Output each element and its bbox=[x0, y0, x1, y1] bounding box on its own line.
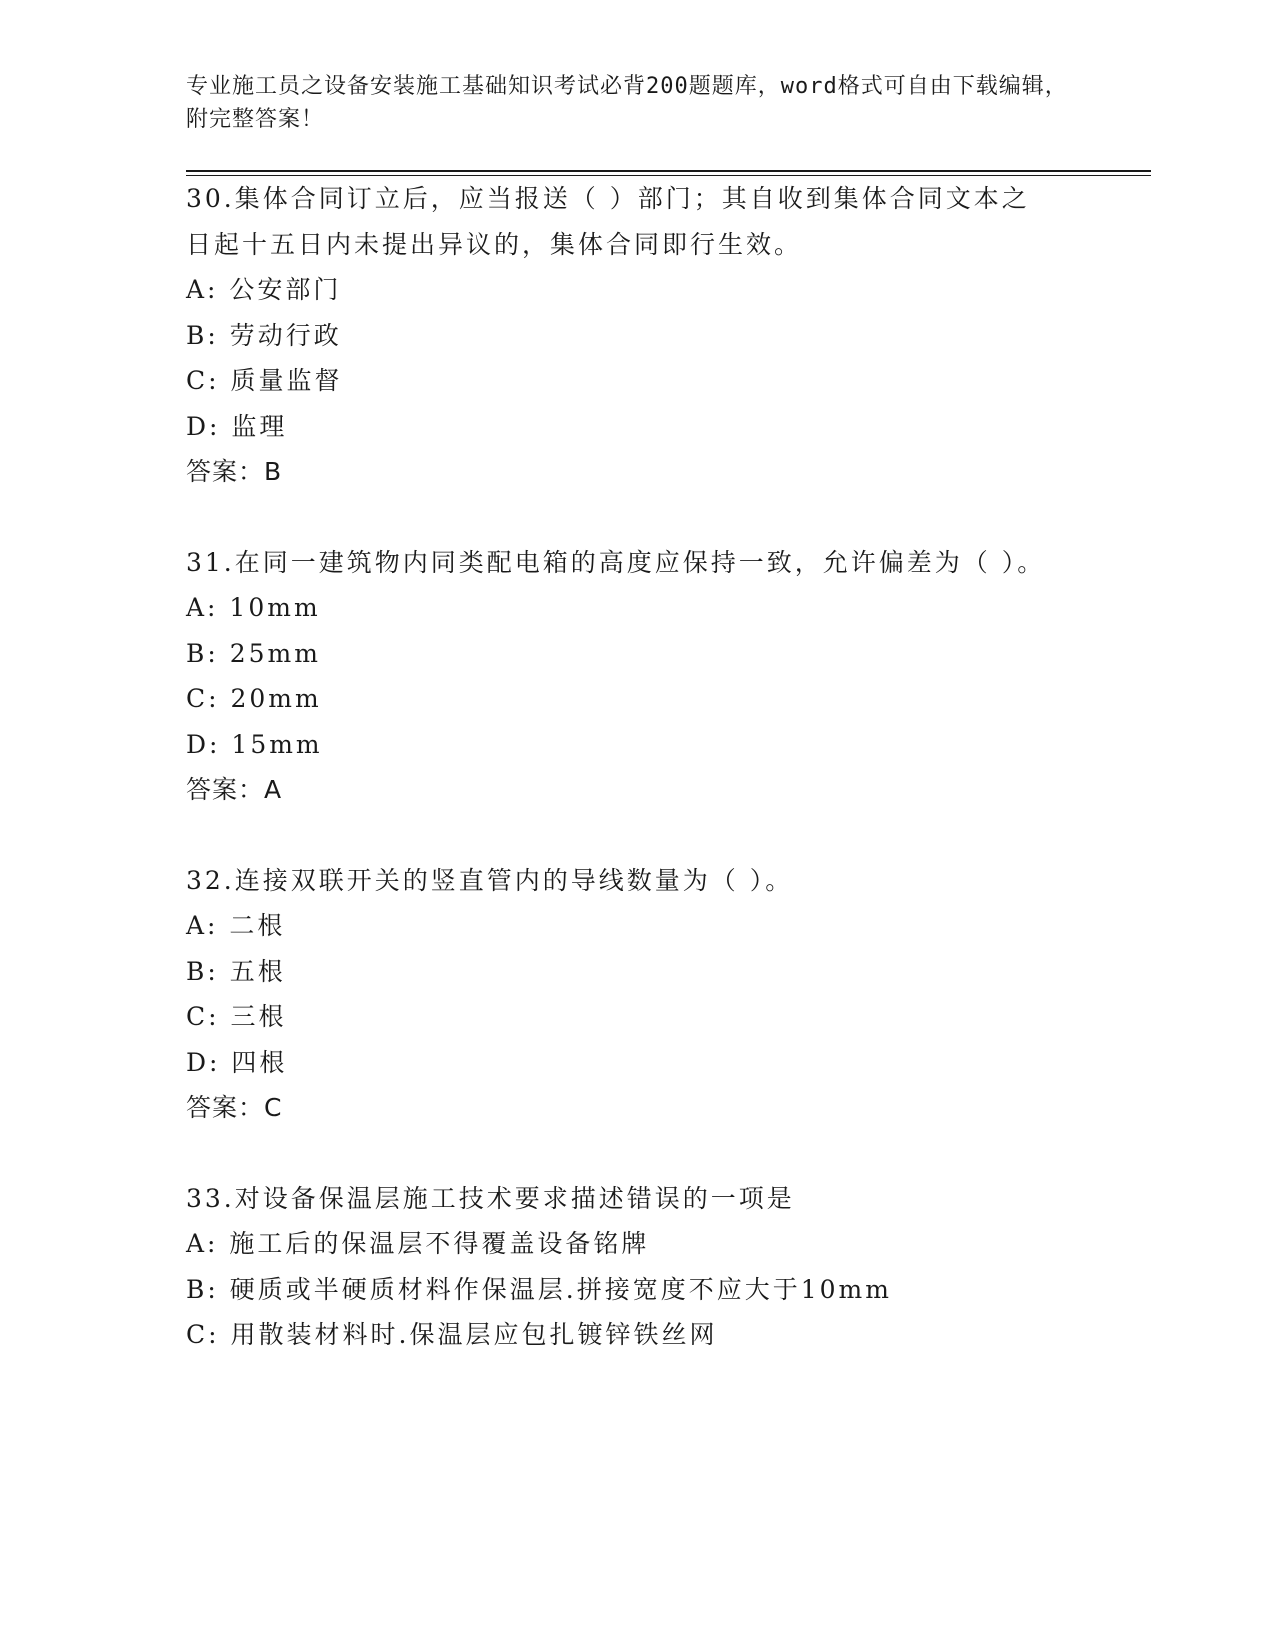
answer-label: 答案：B bbox=[186, 457, 283, 486]
option-a: A: 施工后的保温层不得覆盖设备铭牌 bbox=[186, 1229, 650, 1258]
answer-label: 答案：A bbox=[186, 775, 283, 804]
question-31 bbox=[186, 540, 1151, 813]
option-d: D: 四根 bbox=[186, 1047, 288, 1077]
option-c: C: 质量监督 bbox=[186, 366, 343, 395]
question-stem: 32.连接双联开关的竖直管内的导线数量为（ ）。 bbox=[186, 865, 794, 895]
option-c: C: 用散装材料时.保温层应包扎镀锌铁丝网 bbox=[186, 1320, 718, 1349]
option-a: A: 二根 bbox=[186, 911, 286, 940]
question-32 bbox=[186, 858, 1151, 1131]
question-stem: 33.对设备保温层施工技术要求描述错误的一项是 bbox=[186, 1183, 795, 1213]
option-d: D: 15mm bbox=[186, 729, 323, 759]
question-33 bbox=[186, 1176, 1151, 1358]
question-30 bbox=[186, 176, 1151, 495]
option-d: D: 监理 bbox=[186, 411, 288, 441]
option-c: C: 20mm bbox=[186, 684, 322, 713]
option-b: B: 硬质或半硬质材料作保温层.拼接宽度不应大于10mm bbox=[186, 1274, 892, 1304]
question-stem: 31.在同一建筑物内同类配电箱的高度应保持一致，允许偏差为（ ）。 bbox=[186, 547, 1046, 577]
option-a: A: 公安部门 bbox=[186, 275, 342, 304]
document-page bbox=[186, 70, 1151, 1403]
option-b: B: 五根 bbox=[186, 956, 286, 986]
option-b: B: 25mm bbox=[186, 638, 321, 668]
option-c: C: 三根 bbox=[186, 1002, 287, 1031]
option-a: A: 10mm bbox=[186, 593, 321, 622]
question-stem: 30.集体合同订立后，应当报送（ ）部门；其自收到集体合同文本之日起十五日内未提出异议的，集体合同即行生效。 bbox=[186, 184, 1030, 259]
answer-label: 答案：C bbox=[186, 1093, 283, 1122]
option-b: B: 劳动行政 bbox=[186, 320, 342, 350]
document-header-title: 专业施工员之设备安装施工基础知识考试必背200题题库，word格式可自由下载编辑，附完整答案！ bbox=[186, 74, 1068, 132]
